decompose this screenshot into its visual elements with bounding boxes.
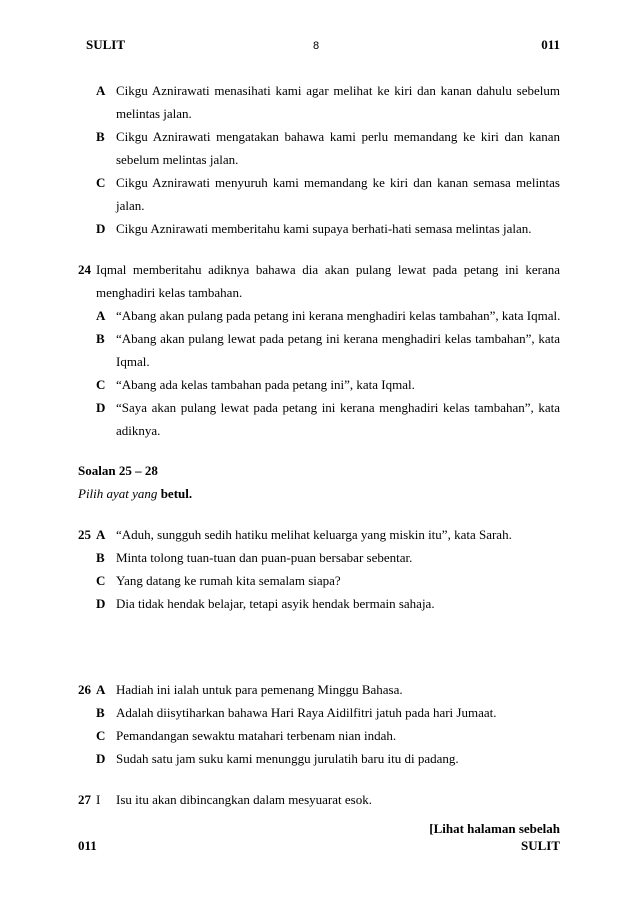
option-letter: C <box>96 175 106 190</box>
option-text: Adalah diisytiharkan bahawa Hari Raya Aidilfitri jatuh pada hari Jumaat. <box>116 705 497 720</box>
option-text-line: melintas jalan. <box>116 106 192 121</box>
option-text: Sudah satu jam suku kami menunggu jurulatih baru itu di padang. <box>116 751 459 766</box>
option-letter: B <box>96 129 105 144</box>
option-letter: C <box>96 573 106 588</box>
option-letter: B <box>96 705 105 720</box>
footer-sulit: SULIT <box>520 838 560 853</box>
question-number: 25 <box>78 527 91 542</box>
option-text-line: adiknya. <box>116 423 161 438</box>
option-text-line: “Abang ada kelas tambahan pada petang ini”, kata Iqmal. <box>116 377 415 392</box>
page-number: 8 <box>313 40 320 52</box>
footer-code: 011 <box>78 838 97 853</box>
option-letter: D <box>96 751 106 766</box>
section-instruction <box>78 486 192 502</box>
option-letter: D <box>96 221 106 236</box>
option-text: Minta tolong tuan-tuan dan puan-puan bersabar sebentar. <box>116 550 413 565</box>
option-letter: D <box>96 596 106 611</box>
option-text-line: Cikgu Aznirawati menyuruh kami memandang ke kiri dan kanan semasa melintas <box>116 175 560 190</box>
question-stem-line: menghadiri kelas tambahan. <box>96 285 243 300</box>
option-letter: B <box>96 331 105 346</box>
option-text-line: “Abang akan pulang lewat pada petang ini kerana menghadiri kelas tambahan”, kata <box>116 331 560 346</box>
option-text-line: sebelum melintas jalan. <box>116 152 239 167</box>
header-sulit: SULIT <box>86 37 126 52</box>
option-text-line: “Abang akan pulang pada petang ini kerana menghadiri kelas tambahan”, kata Iqmal. <box>116 308 561 323</box>
option-text: Yang datang ke rumah kita semalam siapa? <box>116 573 341 588</box>
statement-text: Isu itu akan dibincangkan dalam mesyuarat esok. <box>116 792 372 807</box>
instruction-bold: betul. <box>160 486 193 501</box>
question-number: 27 <box>78 792 91 807</box>
option-letter: A <box>96 308 106 323</box>
option-text: Dia tidak hendak belajar, tetapi asyik hendak bermain sahaja. <box>116 596 435 611</box>
option-text: Hadiah ini ialah untuk para pemenang Minggu Bahasa. <box>116 682 403 697</box>
question-number: 24 <box>78 262 91 277</box>
option-letter: A <box>96 527 106 542</box>
option-text-line: Cikgu Aznirawati memberitahu kami supaya berhati-hati semasa melintas jalan. <box>116 221 532 236</box>
option-text-line: Cikgu Aznirawati mengatakan bahawa kami perlu memandang ke kiri dan kanan <box>116 129 560 144</box>
option-text: “Aduh, sungguh sedih hatiku melihat keluarga yang miskin itu”, kata Sarah. <box>116 527 512 542</box>
option-letter: C <box>96 377 106 392</box>
option-letter: A <box>96 83 106 98</box>
section-title: Soalan 25 – 28 <box>78 463 158 478</box>
question-number: 26 <box>78 682 91 697</box>
option-letter: B <box>96 550 105 565</box>
option-text-line: “Saya akan pulang lewat pada petang ini kerana menghadiri kelas tambahan”, kata <box>116 400 560 415</box>
option-letter: A <box>96 682 106 697</box>
next-page-note: [Lihat halaman sebelah <box>429 821 560 836</box>
option-text-line: jalan. <box>116 198 145 213</box>
option-letter: D <box>96 400 106 415</box>
option-letter: C <box>96 728 106 743</box>
instruction-italic: Pilih ayat yang <box>78 486 158 501</box>
option-text: Pemandangan sewaktu matahari terbenam nian indah. <box>116 728 397 743</box>
option-text-line: Cikgu Aznirawati menasihati kami agar melihat ke kiri dan kanan dahulu sebelum <box>116 83 560 98</box>
option-text-line: Iqmal. <box>116 354 150 369</box>
header-code: 011 <box>541 37 560 52</box>
question-stem-line: Iqmal memberitahu adiknya bahawa dia akan pulang lewat pada petang ini kerana <box>96 262 560 277</box>
statement-numeral: I <box>96 792 101 807</box>
